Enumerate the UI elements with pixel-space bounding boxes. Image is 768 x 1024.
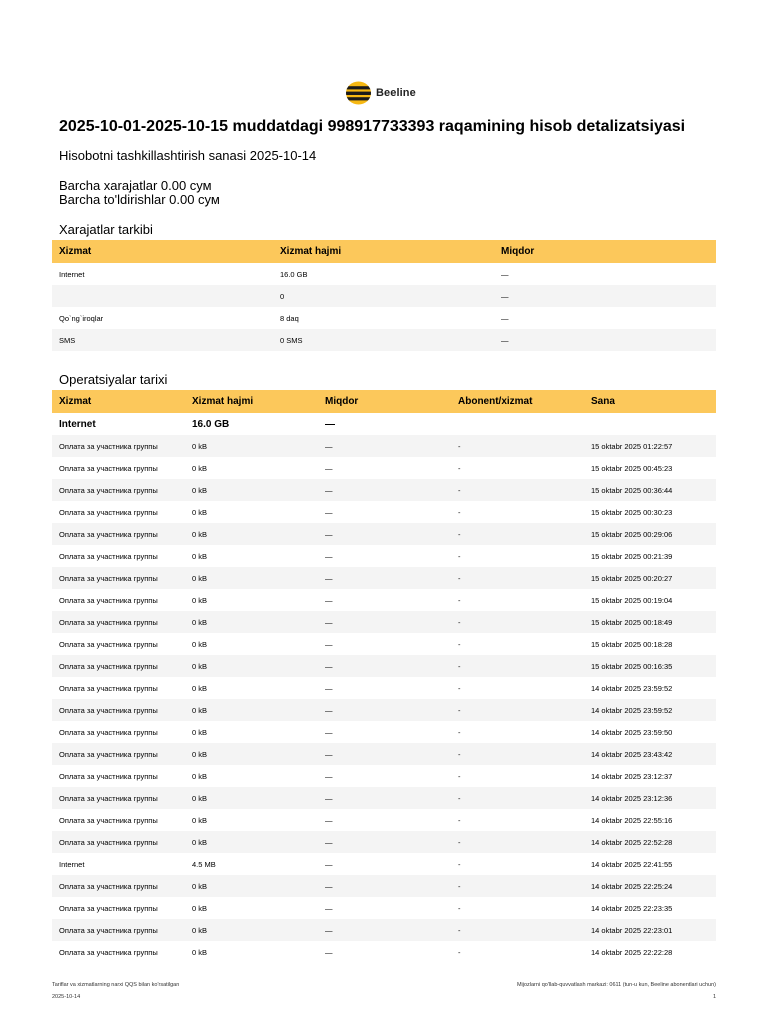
brand-name: Beeline	[376, 87, 416, 99]
cell-volume: 0 kB	[192, 815, 208, 825]
cell-date: 15 oktabr 2025 00:21:39	[591, 551, 673, 561]
table-row	[52, 919, 716, 941]
footer-vat-note: Tariflar va xizmatlarning narxi QQS bilan ko'rsatilgan	[52, 982, 180, 988]
cell-volume: 0 kB	[192, 463, 208, 473]
cell-subscriber: -	[458, 815, 461, 825]
cell-amount: —	[325, 947, 333, 957]
cell-subscriber: -	[458, 903, 461, 913]
cell-amount: —	[494, 285, 716, 307]
cell-date: 14 oktabr 2025 22:52:28	[584, 831, 716, 853]
cell-amount: —	[325, 683, 333, 693]
cell-amount: —	[318, 875, 451, 897]
table-row	[52, 307, 716, 329]
cell-service: Оплата за участника группы	[59, 463, 158, 473]
cell-subscriber: -	[458, 727, 461, 737]
table-row	[52, 831, 716, 853]
cell-service: Оплата за участника группы	[59, 815, 158, 825]
cell-date: 15 oktabr 2025 00:36:44	[584, 479, 716, 501]
footer-support-info: Mijozlarni qo'llab-quvvatlash markazi: 0611 (tun-u kun, Beeline abonentlari uchun)	[516, 982, 716, 988]
cell-service: Оплата за участника группы	[52, 699, 185, 721]
cell-amount: —	[501, 313, 509, 323]
cell-amount: —	[325, 727, 333, 737]
cell-subscriber: -	[458, 551, 461, 561]
cell-volume: 0 kB	[192, 683, 208, 693]
cell-volume: 0 kB	[192, 947, 208, 957]
cell-service: SMS	[52, 329, 273, 351]
cell-service: Оплата за участника группы	[59, 727, 158, 737]
table-row	[52, 853, 716, 875]
cell-date: 15 oktabr 2025 00:16:35	[584, 655, 716, 677]
table-row	[52, 523, 716, 545]
beeline-logo-icon	[346, 81, 371, 105]
cell-volume: 0	[273, 285, 494, 307]
cell-subscriber: -	[451, 919, 584, 941]
table-row	[52, 721, 716, 743]
cell-volume: 0 kB	[192, 551, 208, 561]
cell-volume: 0 kB	[185, 479, 318, 501]
cell-amount: —	[494, 329, 716, 351]
footer-date: 2025-10-14	[52, 994, 81, 1000]
cell-volume: 0 kB	[192, 595, 208, 605]
cell-date: 14 oktabr 2025 22:22:28	[591, 947, 673, 957]
cell-subscriber: -	[451, 523, 584, 545]
table-row	[52, 655, 716, 677]
cell-volume: 0 SMS	[273, 329, 494, 351]
cell-volume: 0 kB	[185, 831, 318, 853]
cell-date: 14 oktabr 2025 22:41:55	[591, 859, 673, 869]
operations-table	[52, 390, 716, 963]
cell-subscriber: -	[451, 435, 584, 457]
cell-subscriber: -	[458, 507, 461, 517]
cell-date: 14 oktabr 2025 23:59:52	[584, 699, 716, 721]
table-row	[52, 567, 716, 589]
cell-subscriber: -	[451, 699, 584, 721]
cell-subscriber: -	[451, 479, 584, 501]
cell-date: 15 oktabr 2025 01:22:57	[584, 435, 716, 457]
cell-volume: 0 kB	[185, 523, 318, 545]
cell-service: Оплата за участника группы	[59, 595, 158, 605]
operations-table-header	[52, 390, 716, 413]
cell-subscriber: -	[458, 771, 461, 781]
cell-subscriber: -	[458, 859, 461, 869]
cell-subscriber: -	[451, 831, 584, 853]
cell-service: Internet	[59, 859, 85, 869]
cell-service: Internet	[59, 269, 85, 279]
total-expenses: Barcha xarajatlar 0.00 сум	[59, 178, 212, 193]
cell-date: 14 oktabr 2025 22:23:01	[584, 919, 716, 941]
cell-amount: —	[318, 479, 451, 501]
cell-service: Qo`ng`iroqlar	[59, 313, 104, 323]
cell-service	[52, 285, 273, 307]
total-topups: Barcha to'ldirishlar 0.00 сум	[59, 192, 220, 207]
cell-volume: 16.0 GB	[280, 269, 308, 279]
cell-service: Оплата за участника группы	[59, 903, 158, 913]
cell-service: Оплата за участника группы	[59, 507, 158, 517]
cell-date: 15 oktabr 2025 00:29:06	[584, 523, 716, 545]
cell-service: Оплата за участника группы	[59, 639, 158, 649]
cost-section-title: Xarajatlar tarkibi	[59, 222, 153, 237]
col-header-service: Xizmat	[52, 390, 185, 413]
cell-volume: 0 kB	[185, 699, 318, 721]
table-row	[52, 479, 716, 501]
group-volume: 16.0 GB	[192, 418, 230, 430]
beeline-logo	[346, 81, 416, 105]
cell-volume: 8 daq	[280, 313, 299, 323]
cell-amount: —	[318, 699, 451, 721]
cell-amount: —	[325, 595, 333, 605]
cell-amount: —	[325, 463, 333, 473]
cell-service: Оплата за участника группы	[52, 787, 185, 809]
cell-date: 15 oktabr 2025 00:30:23	[591, 507, 673, 517]
cell-amount: —	[318, 435, 451, 457]
cell-service: Оплата за участника группы	[59, 771, 158, 781]
cell-service: Оплата за участника группы	[52, 875, 185, 897]
cell-subscriber: -	[458, 947, 461, 957]
cell-date: 14 oktabr 2025 23:59:52	[591, 683, 673, 693]
cell-subscriber: -	[458, 463, 461, 473]
table-row	[52, 699, 716, 721]
cell-volume: 0 kB	[192, 903, 208, 913]
cell-subscriber: -	[458, 683, 461, 693]
cell-date: 14 oktabr 2025 22:55:16	[591, 815, 673, 825]
cell-service: Оплата за участника группы	[52, 655, 185, 677]
page-number: 1	[712, 994, 716, 1000]
cell-date: 14 oktabr 2025 23:12:37	[591, 771, 673, 781]
cell-volume: 0 kB	[185, 875, 318, 897]
cell-amount: —	[318, 567, 451, 589]
report-date: Hisobotni tashkillashtirish sanasi 2025-10-14	[59, 148, 317, 163]
cell-service: Оплата за участника группы	[52, 523, 185, 545]
cell-service: Оплата за участника группы	[52, 611, 185, 633]
cell-volume: 0 kB	[192, 727, 208, 737]
cell-date: 14 oktabr 2025 22:25:24	[584, 875, 716, 897]
cell-volume: 0 kB	[185, 567, 318, 589]
cell-amount: —	[325, 507, 333, 517]
group-row	[52, 413, 716, 435]
cell-amount: —	[318, 611, 451, 633]
group-amount: —	[325, 418, 335, 430]
cell-subscriber: -	[451, 611, 584, 633]
cell-volume: 0 kB	[192, 507, 208, 517]
cell-volume: 0 kB	[192, 771, 208, 781]
cell-amount: —	[325, 859, 333, 869]
table-row	[52, 501, 716, 523]
cell-subscriber: -	[451, 743, 584, 765]
cell-service: Оплата за участника группы	[59, 947, 158, 957]
cell-service: Оплата за участника группы	[52, 479, 185, 501]
cell-volume: 0 kB	[185, 435, 318, 457]
cell-volume: 4.5 MB	[192, 859, 216, 869]
cell-date: 15 oktabr 2025 00:20:27	[584, 567, 716, 589]
cell-service: Оплата за участника группы	[52, 435, 185, 457]
table-row	[52, 765, 716, 787]
table-row	[52, 263, 716, 285]
table-row	[52, 743, 716, 765]
group-service: Internet	[59, 418, 96, 430]
cell-volume: 0 kB	[185, 743, 318, 765]
cell-service: Оплата за участника группы	[52, 743, 185, 765]
cell-subscriber: -	[451, 567, 584, 589]
cell-amount: —	[318, 787, 451, 809]
table-row	[52, 545, 716, 567]
cost-table	[52, 240, 716, 351]
cell-subscriber: -	[451, 875, 584, 897]
cell-service: Оплата за участника группы	[59, 683, 158, 693]
cell-amount: —	[325, 771, 333, 781]
col-header-volume: Xizmat hajmi	[185, 390, 318, 413]
cell-date: 15 oktabr 2025 00:19:04	[591, 595, 673, 605]
cell-amount: —	[318, 919, 451, 941]
col-header-subscriber: Abonent/xizmat	[451, 390, 584, 413]
cell-date: 15 oktabr 2025 00:18:28	[591, 639, 673, 649]
cell-amount: —	[501, 269, 509, 279]
cell-volume: 0 kB	[192, 639, 208, 649]
cell-volume: 0 kB	[185, 787, 318, 809]
table-row	[52, 875, 716, 897]
table-row	[52, 329, 716, 351]
cell-subscriber: -	[458, 639, 461, 649]
col-header-date: Sana	[584, 390, 716, 413]
cost-table-header	[52, 240, 716, 263]
table-row	[52, 897, 716, 919]
table-row	[52, 633, 716, 655]
cell-subscriber: -	[458, 595, 461, 605]
group-date	[584, 413, 716, 435]
cell-volume: 0 kB	[185, 611, 318, 633]
cell-service: Оплата за участника группы	[52, 919, 185, 941]
table-row	[52, 435, 716, 457]
ops-section-title: Operatsiyalar tarixi	[59, 372, 168, 387]
col-header-amount: Miqdor	[318, 390, 451, 413]
table-row	[52, 677, 716, 699]
table-row	[52, 787, 716, 809]
cell-service: Оплата за участника группы	[52, 567, 185, 589]
table-row	[52, 457, 716, 479]
cell-subscriber: -	[451, 655, 584, 677]
cell-amount: —	[325, 815, 333, 825]
cell-date: 14 oktabr 2025 23:12:36	[584, 787, 716, 809]
cell-amount: —	[325, 551, 333, 561]
col-header-service: Xizmat	[52, 240, 273, 263]
col-header-amount: Miqdor	[494, 240, 716, 263]
cell-date: 14 oktabr 2025 23:43:42	[584, 743, 716, 765]
cell-amount: —	[318, 655, 451, 677]
cell-volume: 0 kB	[185, 919, 318, 941]
col-header-volume: Xizmat hajmi	[273, 240, 494, 263]
table-row	[52, 941, 716, 963]
cell-amount: —	[318, 743, 451, 765]
table-row	[52, 589, 716, 611]
cell-service: Оплата за участника группы	[52, 831, 185, 853]
cell-date: 14 oktabr 2025 23:59:50	[591, 727, 673, 737]
table-row	[52, 611, 716, 633]
table-row	[52, 285, 716, 307]
cell-service: Оплата за участника группы	[59, 551, 158, 561]
cell-volume: 0 kB	[185, 655, 318, 677]
page-title: 2025-10-01-2025-10-15 muddatdagi 998917733393 raqamining hisob detalizatsiyasi	[59, 118, 686, 135]
cell-amount: —	[325, 639, 333, 649]
cell-amount: —	[318, 831, 451, 853]
cell-amount: —	[325, 903, 333, 913]
cell-date: 15 oktabr 2025 00:45:23	[591, 463, 673, 473]
group-subscriber	[451, 413, 584, 435]
cell-date: 14 oktabr 2025 22:23:35	[591, 903, 673, 913]
table-row	[52, 809, 716, 831]
cell-date: 15 oktabr 2025 00:18:49	[584, 611, 716, 633]
cell-subscriber: -	[451, 787, 584, 809]
cell-amount: —	[318, 523, 451, 545]
